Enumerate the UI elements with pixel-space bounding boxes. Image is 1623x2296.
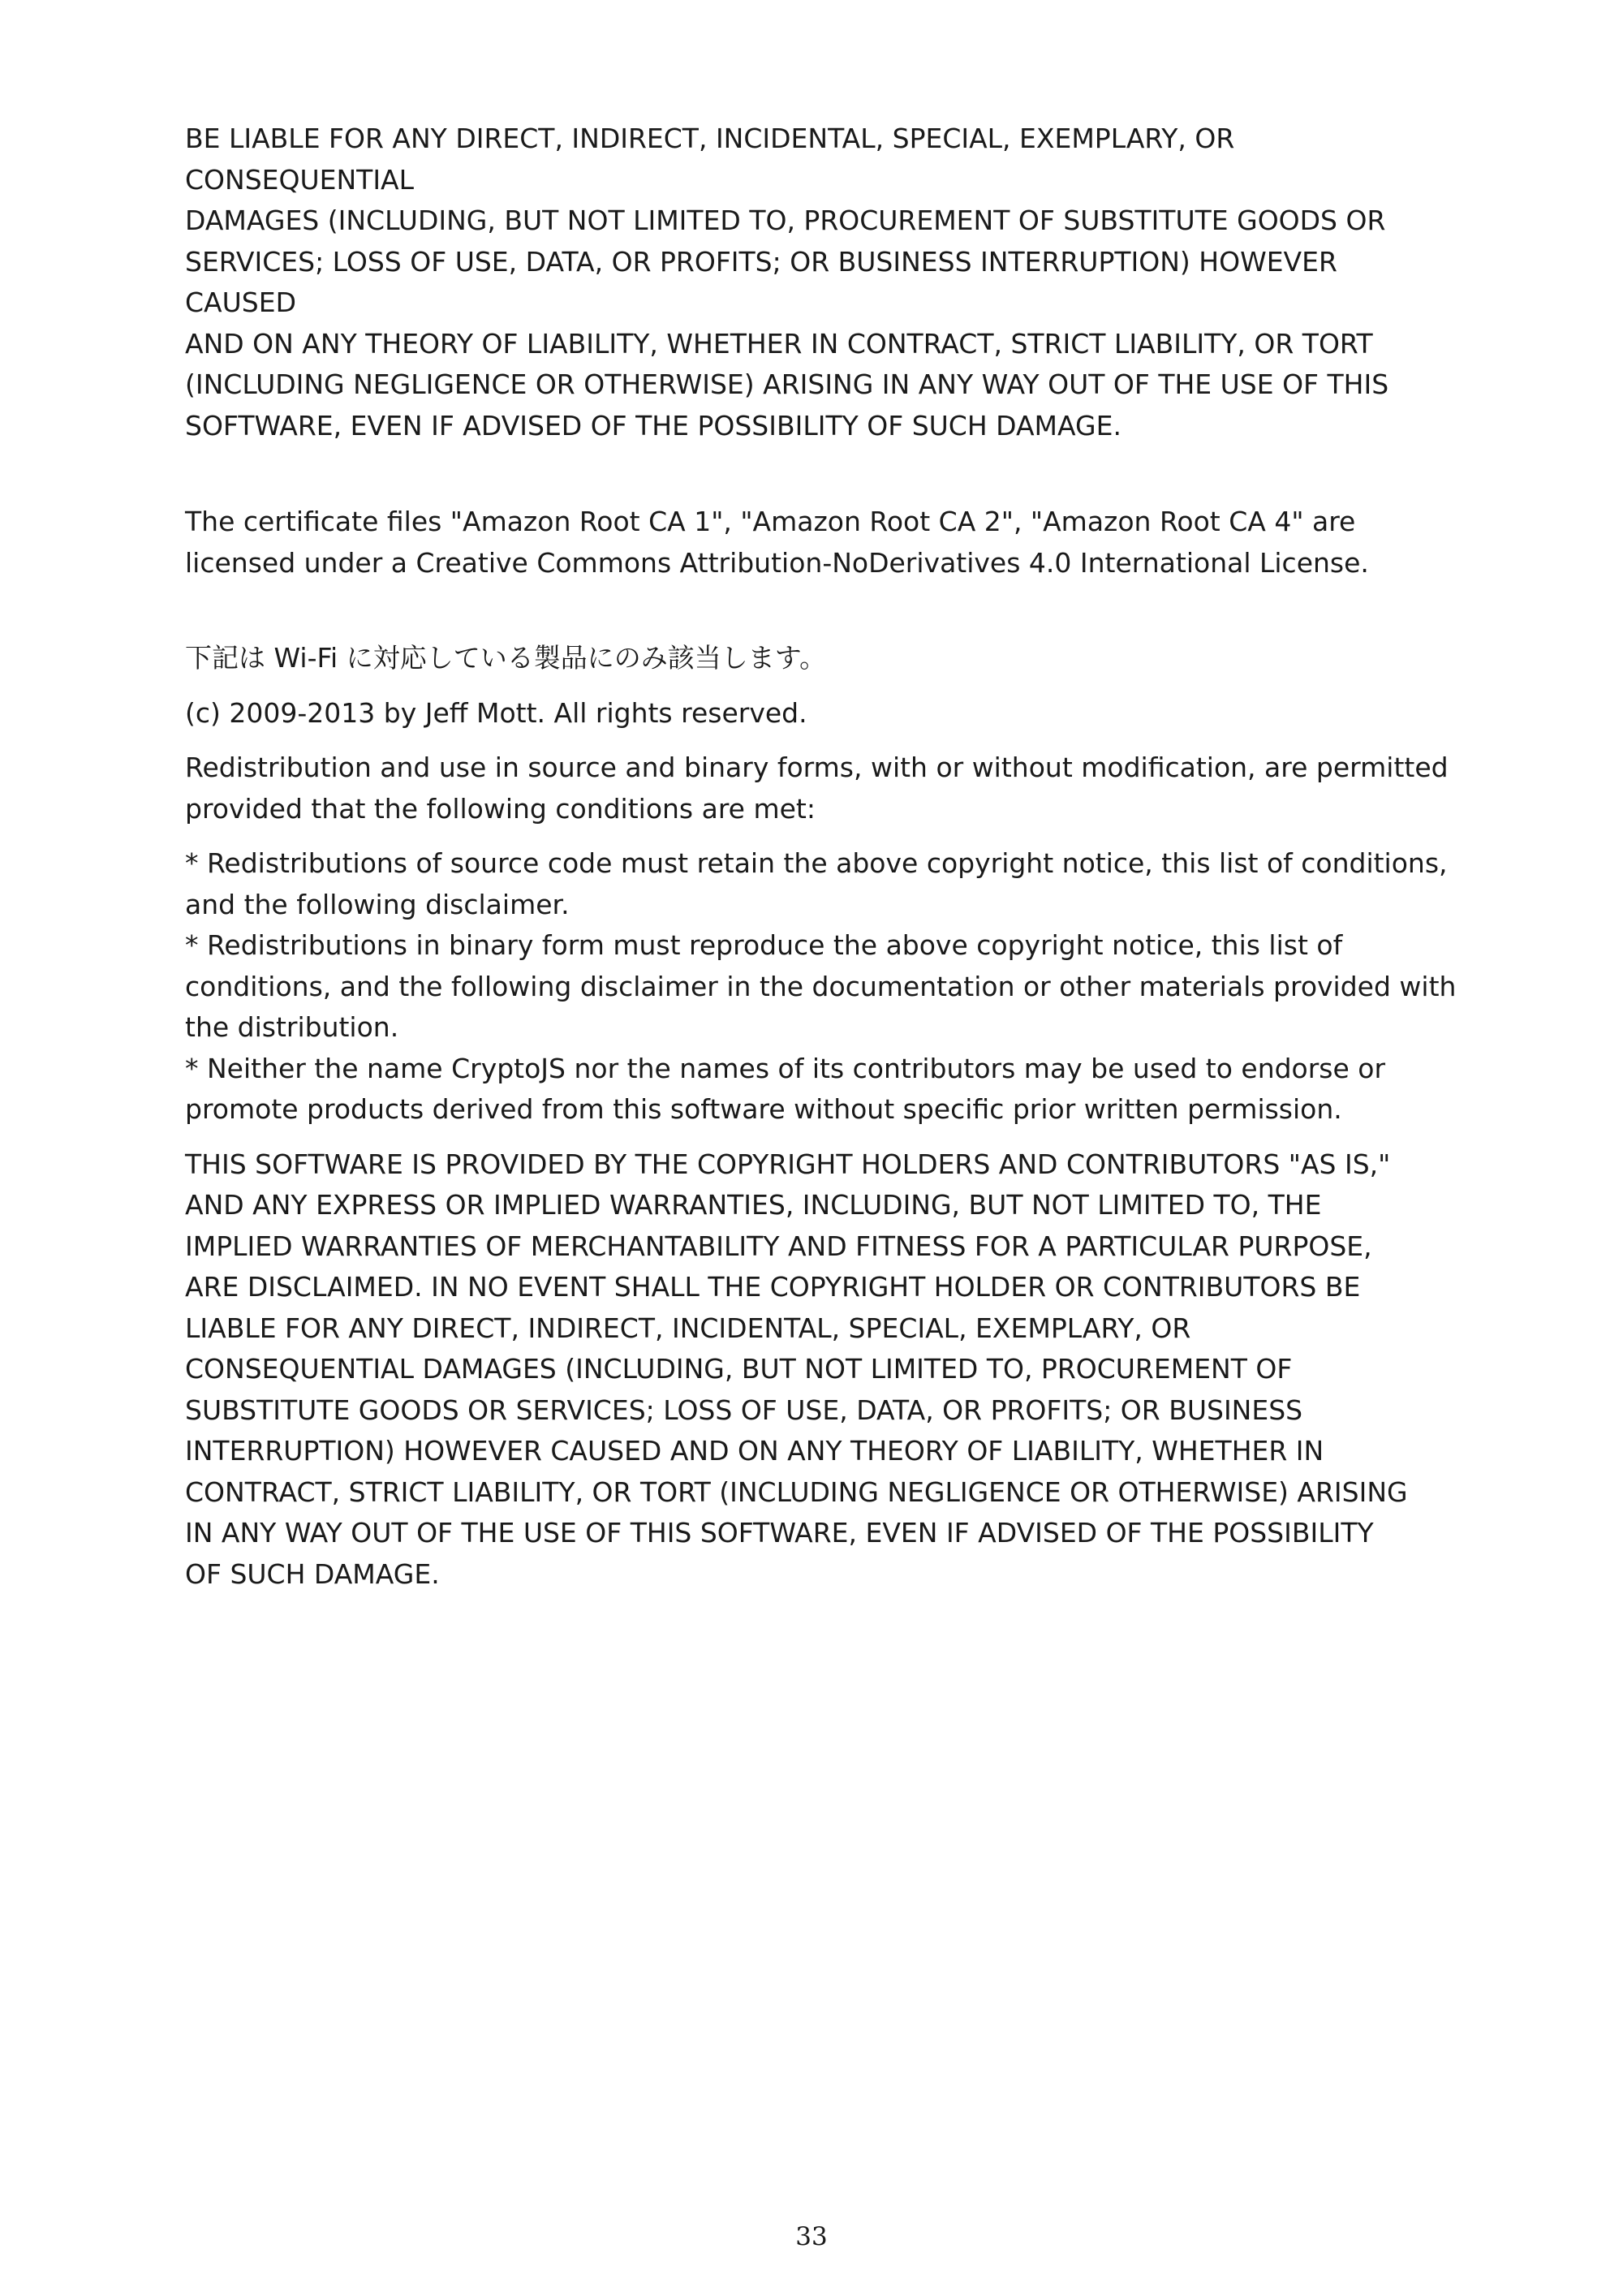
wifi-applicability-note — [185, 638, 1483, 679]
spacer — [185, 734, 1483, 747]
text-line: IMPLIED WARRANTIES OF MERCHANTABILITY AND FITNESS FOR A PARTICULAR PURPOSE, — [185, 1230, 1372, 1262]
text-line: INTERRUPTION) HOWEVER CAUSED AND ON ANY THEORY OF LIABILITY, WHETHER IN — [185, 1435, 1324, 1467]
spacer — [185, 829, 1483, 843]
text-line: CONSEQUENTIAL DAMAGES (INCLUDING, BUT NOT LIMITED TO, PROCUREMENT OF — [185, 1353, 1293, 1385]
text-line: SUBSTITUTE GOODS OR SERVICES; LOSS OF USE, DATA, OR PROFITS; OR BUSINESS — [185, 1394, 1303, 1426]
cryptojs-copyright — [185, 693, 1483, 734]
text-line: * Neither the name CryptoJS nor the names of its contributors may be used to endorse or — [185, 1052, 1386, 1084]
text-line: CONSEQUENTIAL — [185, 163, 415, 196]
page-number: 33 — [795, 2222, 828, 2251]
redistribution-clause — [185, 747, 1483, 829]
text-line: (c) 2009-2013 by Jeff Mott. All rights reserved. — [185, 696, 807, 729]
text-line: (INCLUDING NEGLIGENCE OR OTHERWISE) ARISING IN ANY WAY OUT OF THE USE OF THIS — [185, 368, 1389, 400]
text-line: * Redistributions of source code must retain the above copyright notice, this list of conditions, — [185, 847, 1448, 879]
text-line: SERVICES; LOSS OF USE, DATA, OR PROFITS; OR BUSINESS INTERRUPTION) HOWEVER — [185, 245, 1337, 278]
text-line: DAMAGES (INCLUDING, BUT NOT LIMITED TO, PROCUREMENT OF SUBSTITUTE GOODS OR — [185, 205, 1386, 236]
text-line: Redistribution and use in source and binary forms, with or without modification, are permitted — [185, 752, 1449, 783]
text-line: AND ON ANY THEORY OF LIABILITY, WHETHER IN CONTRACT, STRICT LIABILITY, OR TORT — [185, 327, 1373, 360]
warranty-disclaimer — [185, 1144, 1483, 1596]
redistribution-conditions — [185, 843, 1483, 1131]
spacer — [185, 1131, 1483, 1144]
liability-disclaimer-continued — [185, 118, 1483, 446]
text-line: LIABLE FOR ANY DIRECT, INDIRECT, INCIDENTAL, SPECIAL, EXEMPLARY, OR — [185, 1312, 1191, 1344]
text-line: SOFTWARE, EVEN IF ADVISED OF THE POSSIBILITY OF SUCH DAMAGE. — [185, 409, 1121, 442]
text-line: IN ANY WAY OUT OF THE USE OF THIS SOFTWARE, EVEN IF ADVISED OF THE POSSIBILITY — [185, 1517, 1374, 1549]
text-line: licensed under a Creative Commons Attribution-NoDerivatives 4.0 International License. — [185, 546, 1369, 579]
text-line: conditions, and the following disclaimer in the documentation or other materials provided with — [185, 970, 1457, 1002]
text-line: The certificate files "Amazon Root CA 1", "Amazon Root CA 2", "Amazon Root CA 4" are — [185, 506, 1356, 537]
text-line: OF SUCH DAMAGE. — [185, 1557, 440, 1590]
text-line: CAUSED — [185, 286, 296, 318]
text-line: BE LIABLE FOR ANY DIRECT, INDIRECT, INCIDENTAL, SPECIAL, EXEMPLARY, OR — [185, 123, 1235, 154]
text-line: THIS SOFTWARE IS PROVIDED BY THE COPYRIGHT HOLDERS AND CONTRIBUTORS "AS IS," — [185, 1148, 1391, 1180]
page-body — [185, 118, 1483, 1595]
spacer — [185, 679, 1483, 693]
text-line: and the following disclaimer. — [185, 888, 570, 920]
text-line: provided that the following conditions are met: — [185, 792, 816, 825]
text-line: AND ANY EXPRESS OR IMPLIED WARRANTIES, INCLUDING, BUT NOT LIMITED TO, THE — [185, 1189, 1322, 1221]
spacer — [185, 446, 1483, 502]
text-line: the distribution. — [185, 1011, 399, 1043]
text-line: ARE DISCLAIMED. IN NO EVENT SHALL THE COPYRIGHT HOLDER OR CONTRIBUTORS BE — [185, 1271, 1361, 1303]
spacer — [185, 584, 1483, 638]
certificate-license-notice — [185, 502, 1483, 584]
text-line: promote products derived from this software without specific prior written permission. — [185, 1093, 1342, 1125]
text-line: * Redistributions in binary form must reproduce the above copyright notice, this list of — [185, 929, 1343, 961]
text-line: CONTRACT, STRICT LIABILITY, OR TORT (INCLUDING NEGLIGENCE OR OTHERWISE) ARISING — [185, 1475, 1408, 1508]
text-line: 下記は Wi-Fi に対応している製品にのみ該当します。 — [185, 642, 827, 674]
